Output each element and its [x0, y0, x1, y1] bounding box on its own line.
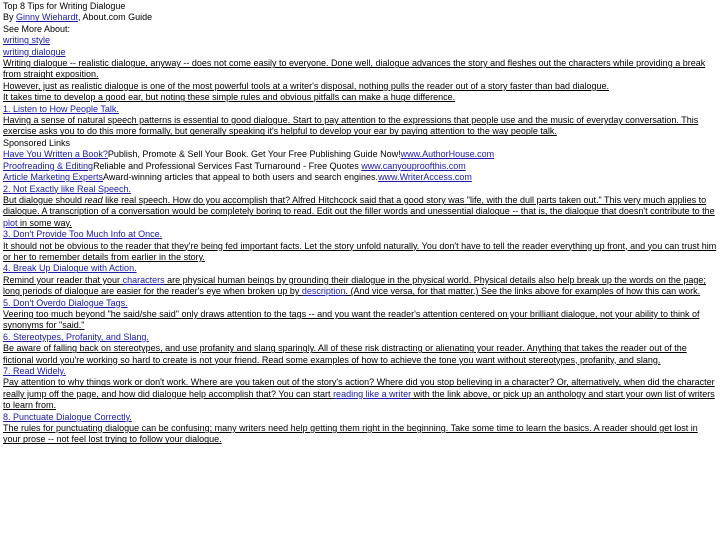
tip-4-text: are physical human beings by grounding their dialogue in the physical world. Physical details also help break up the words on the page; long periods of dialogue are easier for the reader's eye when broken up by [3, 274, 706, 297]
tip-4-heading[interactable]: 4. Break Up Dialogue with Action. [3, 263, 137, 274]
tip-1-heading[interactable]: 1. Listen to How People Talk. [3, 103, 119, 114]
tip-4-text: Remind your reader that your [3, 274, 123, 285]
description-link[interactable]: description [301, 286, 346, 297]
tip-8-heading[interactable]: 8. Punctuate Dialogue Correctly. [3, 411, 132, 422]
tip-2-text: like real speech. How do you accomplish that? Alfred Hitchcock said that a good story was "life, with the dull parts taken out." This very much applies to dialogue. A transcription of a conversation would be completely boring to read. Edit out the filler words and unessential dialogue -- that is, the dialogue that doesn't contribute to the [3, 194, 715, 217]
intro-paragraph: Writing dialogue -- realistic dialogue, anyway -- does not come easily to everyone. Done well, dialogue advances the story and fleshes out the characters while providing a break from straight exposition. [3, 58, 706, 80]
reading-like-a-writer-link[interactable]: reading like a writer [333, 388, 412, 399]
sponsored-links-label: Sponsored Links [3, 137, 71, 148]
ad-item [3, 172, 717, 183]
tip-2-emphasis: read [84, 194, 103, 205]
tip-2-heading[interactable]: 2. Not Exactly like Real Speech. [3, 183, 132, 194]
intro-paragraph: However, just as realistic dialogue is one of the most powerful tools at a writer's disposal, nothing pulls the reader out of a story faster than bad dialogue. [3, 80, 610, 91]
tip-7-body [3, 377, 717, 411]
ad-item [3, 149, 717, 160]
intro-paragraph: It takes time to develop a good ear, but noting these simple rules and obvious pitfalls can make a huge difference. [3, 92, 456, 103]
ad-url-link[interactable]: www.WriterAccess.com [378, 172, 472, 183]
topic-link-writing-style[interactable]: writing style [3, 35, 51, 46]
tip-1-body: Having a sense of natural speech patterns is essential to good dialogue. Start to pay attention to the expressions that people use and the music of everyday conversation. This exercise asks you to do this more formally, but generally speaking it's helpful to develop your ear by paying attention to the way people talk. [3, 115, 699, 137]
author-link[interactable]: Ginny Wiehardt [16, 12, 79, 23]
tip-2-body [3, 195, 717, 229]
tip-2-text: But dialogue should [3, 194, 85, 205]
byline-suffix: , About.com Guide [78, 12, 153, 23]
plot-link[interactable]: plot [3, 217, 18, 228]
byline-prefix: By [3, 12, 17, 23]
ad-item [3, 161, 717, 172]
tip-5-body: Veering too much beyond "he said/she said" only draws attention to the tags -- and you want the reader's attention centered on your brilliant dialogue, not your ability to think of synonyms for "said." [3, 308, 700, 331]
tip-2-text: in some way. [17, 217, 72, 228]
ad-url-link[interactable]: www.canyouproofthis.com [361, 160, 466, 171]
page-title: Top 8 Tips for Writing Dialogue [3, 1, 126, 11]
ad-text: Publish, Promote & Sell Your Book. Get Your Free Publishing Guide Now! [107, 149, 401, 160]
ad-text: Reliable and Professional Services Fast Turnaround - Free Quotes [93, 160, 362, 171]
characters-link[interactable]: characters [122, 274, 165, 285]
tip-6-heading[interactable]: 6. Stereotypes, Profanity, and Slang. [3, 331, 149, 342]
tip-7-text: with the link above, or pick up an anthology and start your own list of writers to learn from. [3, 388, 715, 411]
tip-8-body: The rules for punctuating dialogue can be confusing; many writers need help getting them right in the beginning. Take some time to learn the basics. A reader should get lost in your prose -- not feel lost trying to follow your dialogue. [3, 423, 698, 445]
topic-link-writing-dialogue[interactable]: writing dialogue [3, 46, 66, 57]
see-more-label: See More About: [3, 23, 71, 34]
tip-7-heading[interactable]: 7. Read Widely. [3, 366, 66, 376]
ad-url-link[interactable]: www.AuthorHouse.com [400, 149, 495, 160]
tip-5-heading[interactable]: 5. Don't Overdo Dialogue Tags. [3, 297, 128, 308]
tip-3-body: It should not be obvious to the reader that they're being fed important facts. Let the story unfold naturally. You don't have to tell the reader everything up front, and you can trust him or her to remember details from earlier in the story. [3, 240, 717, 262]
tip-7-text: Pay attention to why things work or don't work. Where are you taken out of the story's action? Where did you stop believing in a character? Or, alternatively, when did the character really jump off the page, and how did dialogue help accomplish that? You can start [3, 377, 715, 399]
byline [3, 12, 717, 23]
tip-6-body: Be aware of falling back on stereotypes, and use profanity and slang sparingly. All of these risk distracting or alienating your reader. Anything that takes the reader out of the fictional world you're working so hard to create is not your friend. Read some examples of how to achieve the tone you want without stereotypes, profanity, and slang. [3, 343, 687, 365]
tip-4-body [3, 275, 717, 298]
tip-4-text: . (And vice versa, for that matter.) See the links above for examples of how this can work. [345, 286, 701, 297]
ad-text: Award-winning articles that appeal to both users and search engines. [103, 172, 379, 183]
ad-title-link[interactable]: Proofreading & Editing [3, 160, 94, 171]
ad-title-link[interactable]: Have You Written a Book? [3, 149, 108, 160]
ad-title-link[interactable]: Article Marketing Experts [3, 172, 104, 183]
tip-3-heading[interactable]: 3. Don't Provide Too Much Info at Once. [3, 229, 163, 240]
